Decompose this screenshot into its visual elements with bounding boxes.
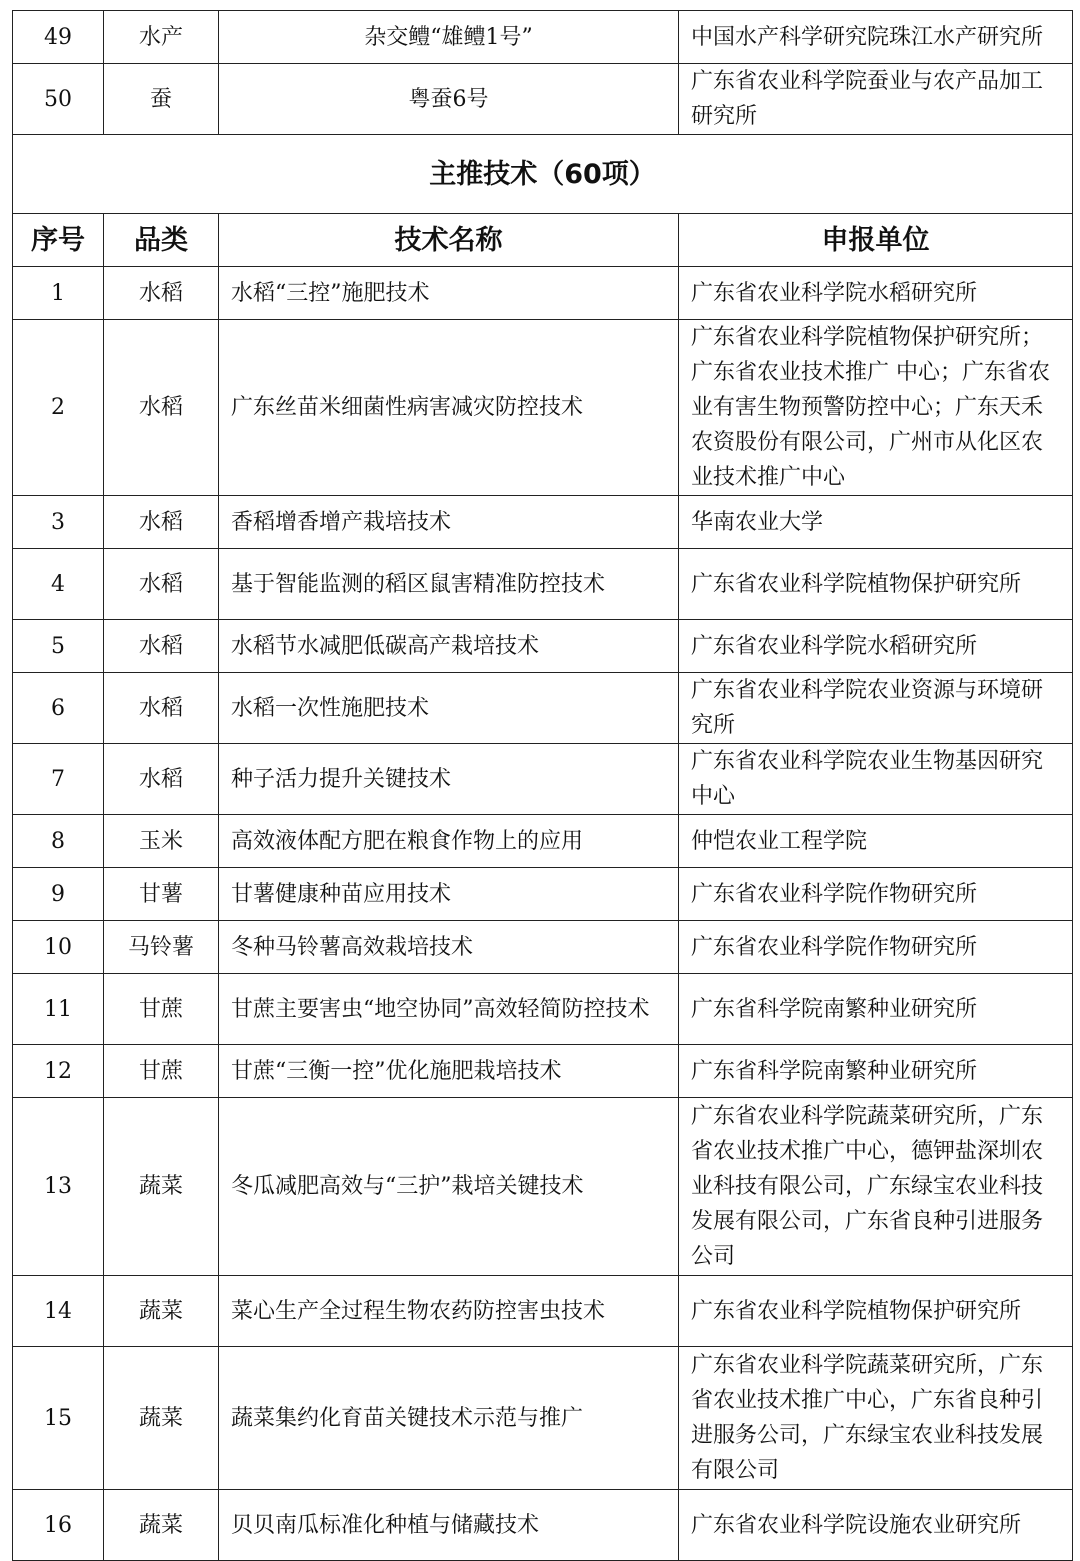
- table-row: [13, 267, 1073, 320]
- row-category: 水产: [104, 11, 219, 64]
- header-number: 序号: [13, 214, 104, 267]
- row-name: 贝贝南瓜标准化种植与储藏技术: [219, 1490, 679, 1561]
- row-unit: 广东省农业科学院植物保护研究所； 广东省农业技术推广 中心；广东省农业有害生物预警防控中心；广东天禾农资股份有限公司，广州市从化区农业技术推广中心: [679, 320, 1073, 496]
- table-body: [13, 11, 1073, 1561]
- table-row: [13, 496, 1073, 549]
- table-row: [13, 815, 1073, 868]
- row-name: 高效液体配方肥在粮食作物上的应用: [219, 815, 679, 868]
- row-category: 水稻: [104, 549, 219, 620]
- row-unit: 广东省农业科学院设施农业研究所: [679, 1490, 1073, 1561]
- row-number: 1: [13, 267, 104, 320]
- row-number: 50: [13, 64, 104, 135]
- row-category: 甘蔗: [104, 1045, 219, 1098]
- row-unit: 广东省农业科学院蔬菜研究所，广东省农业技术推广中心，德钾盐深圳农业科技有限公司，广东绿宝农业科技发展有限公司，广东省良种引进服务公司: [679, 1098, 1073, 1276]
- row-number: 3: [13, 496, 104, 549]
- table-row: [13, 549, 1073, 620]
- row-name: 粤蚕6号: [219, 64, 679, 135]
- row-category: 蔬菜: [104, 1276, 219, 1347]
- table-row: [13, 1276, 1073, 1347]
- row-category: 蔬菜: [104, 1490, 219, 1561]
- row-unit: 仲恺农业工程学院: [679, 815, 1073, 868]
- row-category: 蔬菜: [104, 1347, 219, 1490]
- table-row: [13, 868, 1073, 921]
- table-row: [13, 974, 1073, 1045]
- row-number: 16: [13, 1490, 104, 1561]
- row-name: 杂交鳢“雄鳢1号”: [219, 11, 679, 64]
- table-row: [13, 620, 1073, 673]
- row-unit: 广东省科学院南繁种业研究所: [679, 974, 1073, 1045]
- row-number: 11: [13, 974, 104, 1045]
- row-category: 水稻: [104, 320, 219, 496]
- row-category: 水稻: [104, 620, 219, 673]
- row-number: 13: [13, 1098, 104, 1276]
- table-row: [13, 673, 1073, 744]
- table-row: [13, 64, 1073, 135]
- row-name: 广东丝苗米细菌性病害减灾防控技术: [219, 320, 679, 496]
- table-row: [13, 1045, 1073, 1098]
- row-name: 种子活力提升关键技术: [219, 744, 679, 815]
- row-number: 49: [13, 11, 104, 64]
- row-name: 水稻节水减肥低碳高产栽培技术: [219, 620, 679, 673]
- row-name: 甘蔗“三衡一控”优化施肥栽培技术: [219, 1045, 679, 1098]
- table-row: [13, 921, 1073, 974]
- table-row: [13, 1098, 1073, 1276]
- row-name: 蔬菜集约化育苗关键技术示范与推广: [219, 1347, 679, 1490]
- section-title: 主推技术（60项）: [13, 135, 1073, 214]
- row-name: 香稻增香增产栽培技术: [219, 496, 679, 549]
- table-row: [13, 11, 1073, 64]
- row-category: 水稻: [104, 267, 219, 320]
- row-category: 蔬菜: [104, 1098, 219, 1276]
- row-number: 5: [13, 620, 104, 673]
- row-unit: 广东省农业科学院作物研究所: [679, 921, 1073, 974]
- row-category: 甘薯: [104, 868, 219, 921]
- row-name: 甘薯健康种苗应用技术: [219, 868, 679, 921]
- row-name: 水稻一次性施肥技术: [219, 673, 679, 744]
- row-unit: 中国水产科学研究院珠江水产研究所: [679, 11, 1073, 64]
- row-name: 菜心生产全过程生物农药防控害虫技术: [219, 1276, 679, 1347]
- row-name: 水稻“三控”施肥技术: [219, 267, 679, 320]
- row-number: 10: [13, 921, 104, 974]
- row-name: 冬瓜减肥高效与“三护”栽培关键技术: [219, 1098, 679, 1276]
- row-unit: 广东省农业科学院蚕业与农产品加工研究所: [679, 64, 1073, 135]
- table-row: [13, 744, 1073, 815]
- row-unit: 广东省农业科学院植物保护研究所: [679, 549, 1073, 620]
- row-unit: 广东省农业科学院植物保护研究所: [679, 1276, 1073, 1347]
- row-unit: 广东省农业科学院蔬菜研究所，广东省农业技术推广中心，广东省良种引进服务公司，广东绿宝农业科技发展有限公司: [679, 1347, 1073, 1490]
- row-number: 2: [13, 320, 104, 496]
- row-number: 8: [13, 815, 104, 868]
- row-unit: 广东省农业科学院农业资源与环境研究所: [679, 673, 1073, 744]
- row-category: 水稻: [104, 744, 219, 815]
- row-number: 14: [13, 1276, 104, 1347]
- row-unit: 华南农业大学: [679, 496, 1073, 549]
- table-row: [13, 1347, 1073, 1490]
- row-unit: 广东省科学院南繁种业研究所: [679, 1045, 1073, 1098]
- row-unit: 广东省农业科学院水稻研究所: [679, 620, 1073, 673]
- technology-table: [12, 10, 1073, 1561]
- row-unit: 广东省农业科学院作物研究所: [679, 868, 1073, 921]
- row-number: 9: [13, 868, 104, 921]
- header-name: 技术名称: [219, 214, 679, 267]
- row-number: 12: [13, 1045, 104, 1098]
- row-name: 基于智能监测的稻区鼠害精准防控技术: [219, 549, 679, 620]
- row-category: 甘蔗: [104, 974, 219, 1045]
- header-row: [13, 214, 1073, 267]
- row-category: 玉米: [104, 815, 219, 868]
- table-row: [13, 320, 1073, 496]
- row-category: 蚕: [104, 64, 219, 135]
- row-unit: 广东省农业科学院农业生物基因研究中心: [679, 744, 1073, 815]
- row-category: 水稻: [104, 673, 219, 744]
- row-name: 甘蔗主要害虫“地空协同”高效轻简防控技术: [219, 974, 679, 1045]
- header-category: 品类: [104, 214, 219, 267]
- row-number: 7: [13, 744, 104, 815]
- row-number: 15: [13, 1347, 104, 1490]
- row-number: 6: [13, 673, 104, 744]
- section-row: [13, 135, 1073, 214]
- header-unit: 申报单位: [679, 214, 1073, 267]
- row-unit: 广东省农业科学院水稻研究所: [679, 267, 1073, 320]
- row-category: 马铃薯: [104, 921, 219, 974]
- table-row: [13, 1490, 1073, 1561]
- row-category: 水稻: [104, 496, 219, 549]
- row-name: 冬种马铃薯高效栽培技术: [219, 921, 679, 974]
- row-number: 4: [13, 549, 104, 620]
